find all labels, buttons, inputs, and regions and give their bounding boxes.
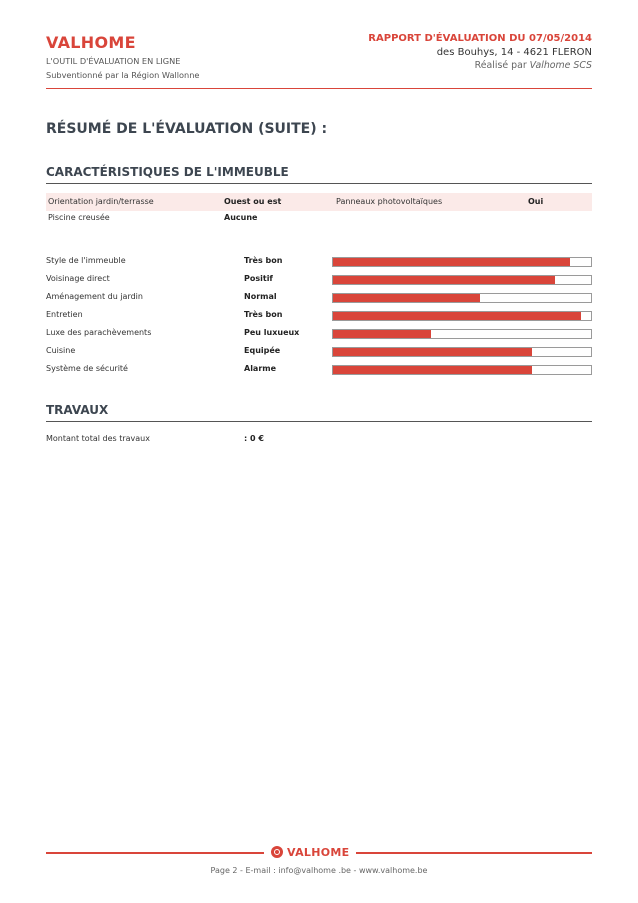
rating-value: Peu luxueux — [244, 328, 300, 337]
rating-value: Très bon — [244, 310, 283, 319]
section-divider — [46, 421, 592, 422]
property-address: des Bouhys, 14 - 4621 FLERON — [436, 47, 592, 58]
char-label: Piscine creusée — [48, 213, 110, 222]
report-author — [475, 60, 592, 71]
rating-value: Alarme — [244, 364, 277, 373]
section-title-travaux: TRAVAUX — [46, 403, 109, 417]
rating-bar — [332, 275, 592, 285]
rating-bar — [332, 257, 592, 267]
section-title-characteristics: CARACTÉRISTIQUES DE L'IMMEUBLE — [46, 165, 289, 179]
char-value: Aucune — [224, 213, 258, 222]
footer-logo-text: VALHOME — [287, 845, 350, 859]
rating-value: Positif — [244, 274, 273, 283]
footer-contact: Page 2 - E-mail : info@valhome .be - www.valhome.be — [210, 866, 428, 875]
travaux-label: Montant total des travaux — [46, 434, 150, 443]
rating-label: Entretien — [46, 310, 83, 319]
rating-bar-fill — [333, 258, 570, 266]
valhome-logo-icon — [271, 846, 283, 858]
rating-bar-fill — [333, 276, 555, 284]
footer-divider-right — [356, 852, 592, 854]
rating-bar — [332, 293, 592, 303]
section-divider — [46, 183, 592, 184]
travaux-value: : 0 € — [244, 434, 264, 443]
rating-bar-fill — [333, 294, 480, 302]
rating-bar — [332, 347, 592, 357]
rating-label: Aménagement du jardin — [46, 292, 143, 301]
rating-bar — [332, 329, 592, 339]
report-title: RAPPORT D'ÉVALUATION DU 07/05/2014 — [368, 33, 592, 44]
brand-tagline: L'OUTIL D'ÉVALUATION EN LIGNE — [46, 56, 181, 66]
rating-bar-fill — [333, 312, 581, 320]
char-value: Ouest ou est — [224, 197, 282, 206]
rating-label: Système de sécurité — [46, 364, 128, 373]
rating-bar — [332, 365, 592, 375]
char-label: Orientation jardin/terrasse — [48, 197, 154, 206]
page-title: RÉSUMÉ DE L'ÉVALUATION (SUITE) : — [46, 121, 328, 137]
char-label: Panneaux photovoltaïques — [336, 197, 443, 206]
char-value: Oui — [528, 197, 544, 206]
footer-divider-left — [46, 852, 264, 854]
header-divider — [46, 88, 592, 89]
brand-logo-text: VALHOME — [46, 33, 136, 52]
rating-label: Style de l'immeuble — [46, 256, 126, 265]
rating-value: Normal — [244, 292, 277, 301]
rating-label: Voisinage direct — [46, 274, 110, 283]
rating-label: Cuisine — [46, 346, 76, 355]
rating-value: Très bon — [244, 256, 283, 265]
footer-logo — [271, 843, 349, 861]
rating-bar-fill — [333, 348, 532, 356]
author-name: Valhome SCS — [529, 60, 592, 71]
rating-bar — [332, 311, 592, 321]
rating-bar-fill — [333, 330, 431, 338]
rating-label: Luxe des parachèvements — [46, 328, 152, 337]
rating-bar-fill — [333, 366, 532, 374]
rating-value: Equipée — [244, 346, 281, 355]
subsidy-note: Subventionné par la Région Wallonne — [46, 70, 200, 80]
author-prefix: Réalisé par — [474, 60, 527, 71]
table-row — [46, 209, 592, 227]
